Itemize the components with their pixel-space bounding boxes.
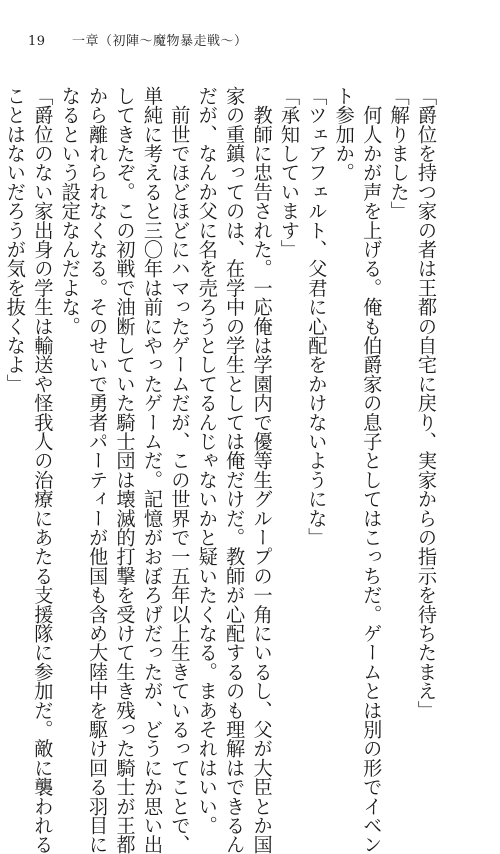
- text-line: だが、なんか父に名を売ろうとしてるんじゃないかと疑いたくなる。まあそれはいい。: [195, 86, 219, 835]
- text-line: 「ツェアフェルト、父君に心配をかけないようにな」: [305, 86, 329, 547]
- running-header: [28, 30, 248, 50]
- vertical-text-body: [3, 86, 440, 854]
- text-line: 何人かが声を上げる。俺も伯爵家の息子としてはこっちだ。ゲームとは別の形でイベン: [360, 86, 384, 854]
- text-line: してきたぞ。この初戦で油断していた騎士団は壊滅的打撃を受けて生き残った騎士が王都: [113, 86, 137, 854]
- text-line: 「爵位のない家出身の学生は輸送や怪我人の治療にあたる支援隊に参加だ。敵に襲われる: [31, 86, 55, 854]
- text-line: から離れられなくなる。そのせいで勇者パーティーが他国も含め大陸中を駆け回る羽目に: [86, 86, 110, 854]
- text-line: 「解りました」: [387, 86, 411, 221]
- text-line: 単純に考えると三〇年は前にやったゲームだ。記憶がおぼろげだったが、どうにか思い出: [140, 86, 164, 854]
- chapter-title: 一章（初陣〜魔物暴走戦〜）: [72, 34, 248, 49]
- text-line: 教師に忠告された。一応俺は学園内で優等生グループの一角にいるし、父が大臣とか国: [250, 86, 274, 854]
- text-line: 「爵位を持つ家の者は王都の自宅に戻り、実家からの指示を待ちたまえ」: [415, 86, 438, 720]
- text-line: ことはないだろうが気を抜くなよ」: [3, 86, 27, 394]
- page-number: 19: [28, 34, 46, 49]
- text-line: ト参加か。: [332, 86, 356, 182]
- text-line: 家の重鎮ってのは、在学中の学生としては俺だけだ。教師が心配するのも理解はできるん: [223, 86, 247, 854]
- text-line: なるという設定なんだよな。: [58, 86, 82, 336]
- text-line: 前世でほどほどにハマったゲームだが、この世界で一五年以上生きているってことで、: [168, 86, 192, 854]
- text-line: 「承知しています」: [277, 86, 301, 259]
